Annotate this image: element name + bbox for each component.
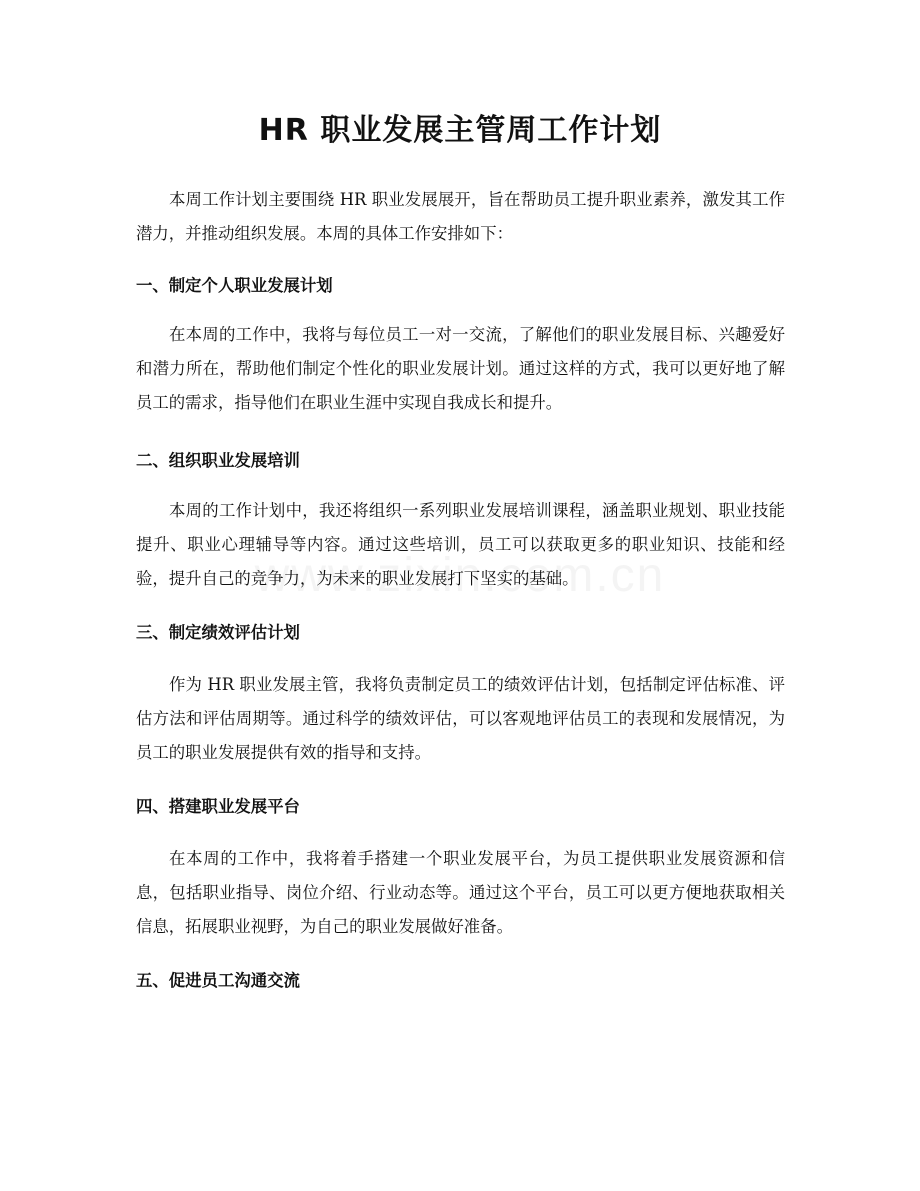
section-body-2: 本周的工作计划中，我还将组织一系列职业发展培训课程，涵盖职业规划、职业技能提升、职业心理辅导等内容。通过这些培训，员工可以获取更多的职业知识、技能和经验，提升自己的竞争力，为未来的职业发展打下坚实的基础。 bbox=[136, 501, 785, 588]
section-heading-1: 一、制定个人职业发展计划 bbox=[136, 276, 333, 295]
intro-paragraph: 本周工作计划主要围绕 HR 职业发展展开，旨在帮助员工提升职业素养，激发其工作潜力，并推动组织发展。本周的具体工作安排如下： bbox=[136, 190, 785, 243]
section-body-4: 在本周的工作中，我将着手搭建一个职业发展平台，为员工提供职业发展资源和信息，包括职业指导、岗位介绍、行业动态等。通过这个平台，员工可以更方便地获取相关信息，拓展职业视野，为自己的职业发展做好准备。 bbox=[136, 849, 785, 936]
section-heading-5: 五、促进员工沟通交流 bbox=[136, 971, 300, 990]
section-heading-2: 二、组织职业发展培训 bbox=[136, 451, 300, 470]
section-body-1: 在本周的工作中，我将与每位员工一对一交流，了解他们的职业发展目标、兴趣爱好和潜力所在，帮助他们制定个性化的职业发展计划。通过这样的方式，我可以更好地了解员工的需求，指导他们在职业生涯中实现自我成长和提升。 bbox=[136, 325, 785, 412]
page-title: HR 职业发展主管周工作计划 bbox=[258, 113, 662, 148]
section-heading-3: 三、制定绩效评估计划 bbox=[136, 623, 300, 642]
section-heading-4: 四、搭建职业发展平台 bbox=[136, 797, 300, 816]
section-body-3: 作为 HR 职业发展主管，我将负责制定员工的绩效评估计划，包括制定评估标准、评估方法和评估周期等。通过科学的绩效评估，可以客观地评估员工的表现和发展情况，为员工的职业发展提供有效的指导和支持。 bbox=[136, 675, 785, 762]
